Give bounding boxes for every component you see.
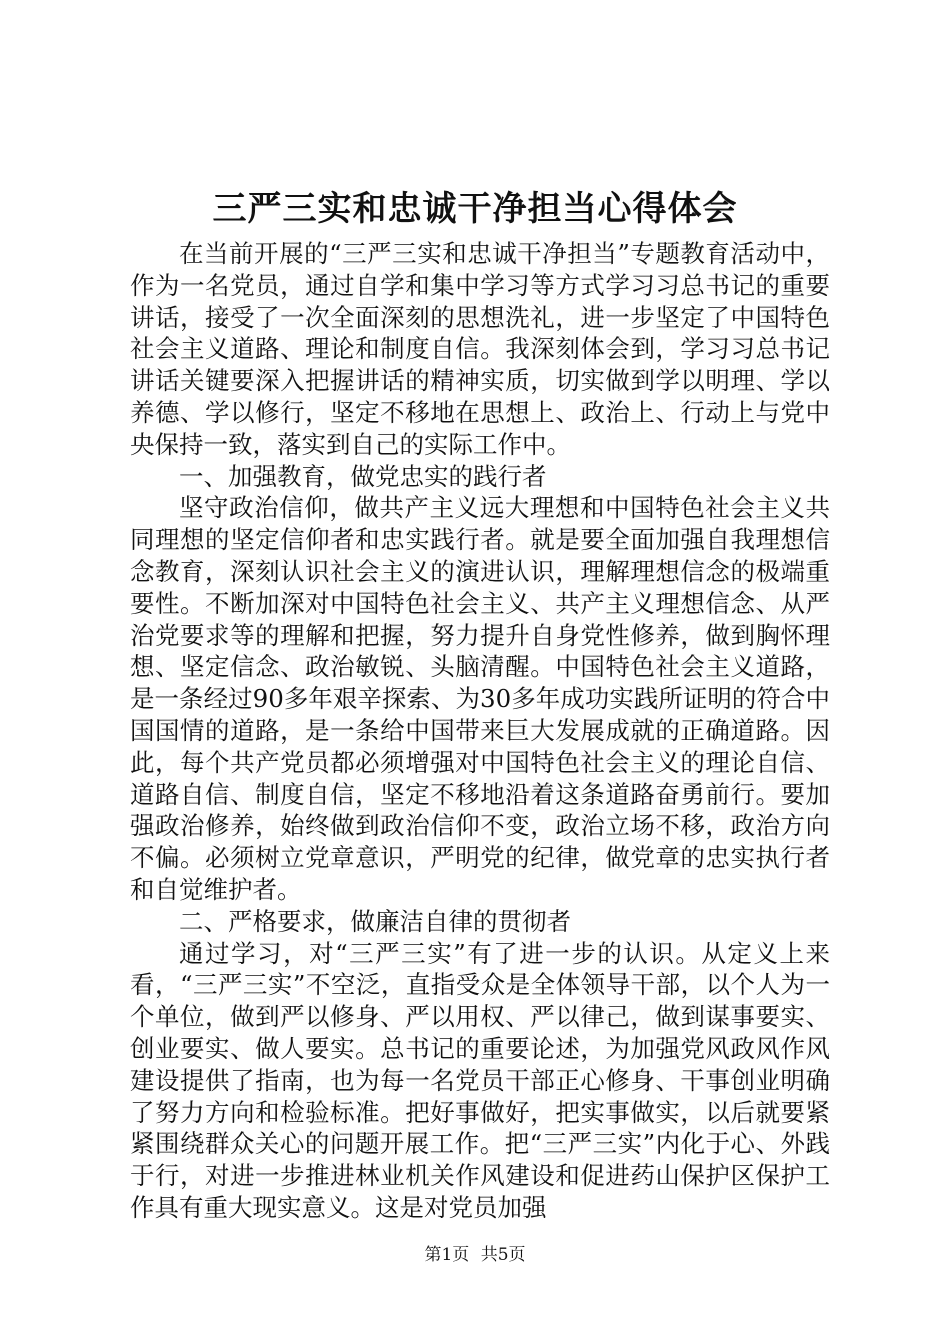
document-body <box>130 238 830 1224</box>
page-total: 共5页 <box>480 1245 526 1265</box>
section-2-heading: 二、严格要求，做廉洁自律的贯彻者 <box>179 906 571 936</box>
intro-paragraph: 在当前开展的“三严三实和忠诚干净担当”专题教育活动中，作为一名党员，通过自学和集中学习等方式学习习总书记的重要讲话，接受了一次全面深刻的思想洗礼，进一步坚定了中国特色社会主义道路、理论和制度自信。我深刻体会到，学习习总书记讲话关键要深入把握讲话的精神实质，切实做到学以明理、学以养德、学以修行，坚定不移地在思想上、政治上、行动上与党中央保持一致，落实到自己的实际工作中。 <box>130 239 830 459</box>
page-footer <box>0 1244 950 1266</box>
section-1-heading: 一、加强教育，做党忠实的践行者 <box>179 461 547 491</box>
page-number: 第1页 <box>424 1245 470 1265</box>
document-title: 三严三实和忠诚干净担当心得体会 <box>212 189 738 229</box>
section-1-paragraph: 坚守政治信仰，做共产主义远大理想和中国特色社会主义共同理想的坚定信仰者和忠实践行者。就是要全面加强自我理想信念教育，深刻认识社会主义的演进认识，理解理想信念的极端重要性。不断加深对中国特色社会主义、共产主义理想信念、从严治党要求等的理解和把握，努力提升自身党性修养，做到胸怀理想、坚定信念、政治敏锐、头脑清醒。中国特色社会主义道路，是一条经过90多年艰辛探索、为30多年成功实践所证明的符合中国国情的道路，是一条给中国带来巨大发展成就的正确道路。因此，每个共产党员都必须增强对中国特色社会主义的理论自信、道路自信、制度自信，坚定不移地沿着这条道路奋勇前行。要加强政治修养，始终做到政治信仰不变，政治立场不移，政治方向不偏。必须树立党章意识，严明党的纪律，做党章的忠实执行者和自觉维护者。 <box>130 493 830 904</box>
section-2-paragraph: 通过学习，对“三严三实”有了进一步的认识。从定义上来看，“三严三实”不空泛，直指受众是全体领导干部，以个人为一个单位，做到严以修身、严以用权、严以律己，做到谋事要实、创业要实、做人要实。总书记的重要论述，为加强党风政风作风建设提供了指南，也为每一名党员干部正心修身、干事创业明确了努力方向和检验标准。把好事做好，把实事做实，以后就要紧紧围绕群众关心的问题开展工作。把“三严三实”内化于心、外践于行，对进一步推进林业机关作风建设和促进药山保护区保护工作具有重大现实意义。这是对党员加强 <box>130 938 830 1222</box>
